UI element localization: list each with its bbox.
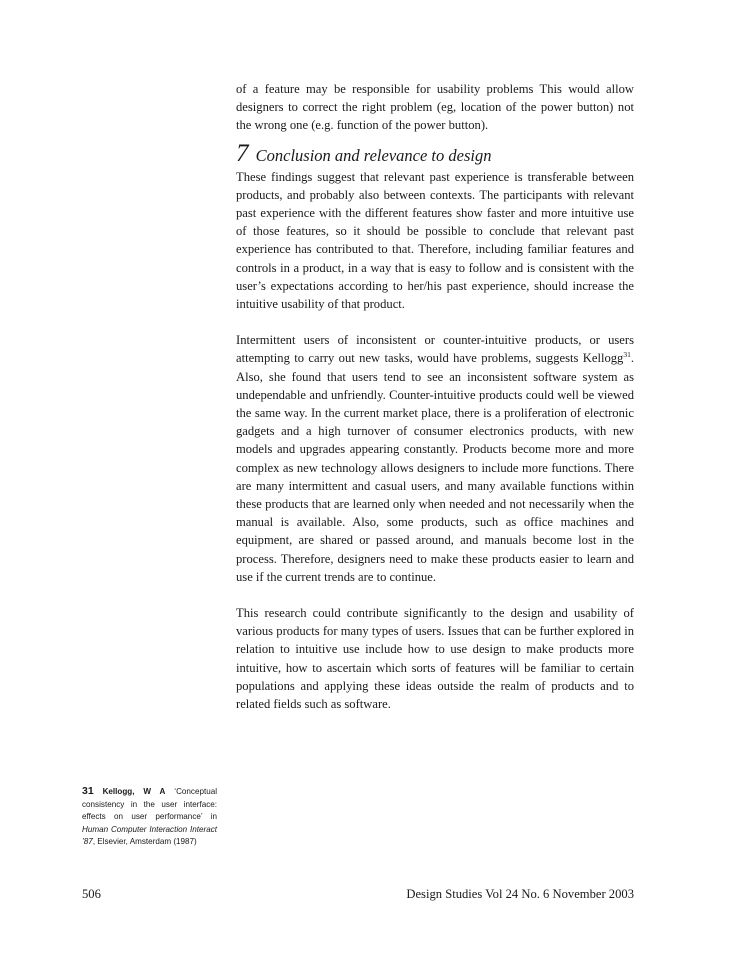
journal-citation: Design Studies Vol 24 No. 6 November 2003 [406,887,634,901]
section-number: 7 [236,139,249,167]
paragraph-2-text-a: Intermittent users of inconsistent or counter-intuitive products, or users attempting to carry out new tasks, would have problems, suggests Kellogg [236,333,634,366]
footnote-number: 31 [82,785,94,797]
footnote-author: Kellogg, W A [102,787,166,796]
paragraph-3: This research could contribute significantly to the design and usability of various products for many types of users. Issues that can be further explored in relation to intuitive use include how to use design to make products more intuitive, how to ascertain which sorts of features will be familiar to certain populations and applying these ideas outside the realm of products and to related fields such as software. [236,606,634,712]
continuation-paragraph: of a feature may be responsible for usability problems This would allow designers to correct the right problem (eg, location of the power button) not the wrong one (e.g. function of the power button). [236,82,634,133]
citation-ref-31[interactable]: 31 [623,350,631,360]
main-text-column [236,80,634,713]
paragraph-2-text-b: . Also, she found that users tend to see an inconsistent software system as undependable and unfriendly. Counter-intuitive products could well be viewed the same way. In the current market place, there is a proliferation of electronic gadgets and a high turnover of consumer electronics products, with new models and upgrades appearing constantly. Products become more and more complex as new technology allows designers to include more functions. There are many intermittent and casual users, and many available functions within these products that are learned only when needed and not necessarily when the manual is available. Also, some products, such as office machines and equipment, are shared or passed around, and manuals become lost in the process. Therefore, designers need to make these products easier to learn and use if the current trends are to continue. [236,351,634,584]
footnote-venue: Human Computer Interaction Interact ’87 [82,824,217,847]
footnote-31 [82,785,217,849]
footnote-publisher: , Elsevier, Amsterdam (1987) [92,837,197,847]
footnote-title: ‘Conceptual consistency in the user interface: effects on user performance’ in [82,787,218,822]
page-footer [82,886,634,902]
paragraph-1: These findings suggest that relevant past experience is transferable between products, and probably also between contexts. The participants with relevant past experience with the different features show faster and more intuitive use of those features, so it should be possible to conclude that relevant past experience has contributed to that. Therefore, including familiar features and controls in a product, in a way that is easy to follow and is consistent with the user’s expectations according to her/his past experience, should increase the intuitive usability of that product. [236,169,634,312]
paragraph-2 [236,331,634,586]
section-heading [236,139,634,167]
page-number: 506 [82,887,101,901]
section-title: Conclusion and relevance to design [255,145,492,165]
